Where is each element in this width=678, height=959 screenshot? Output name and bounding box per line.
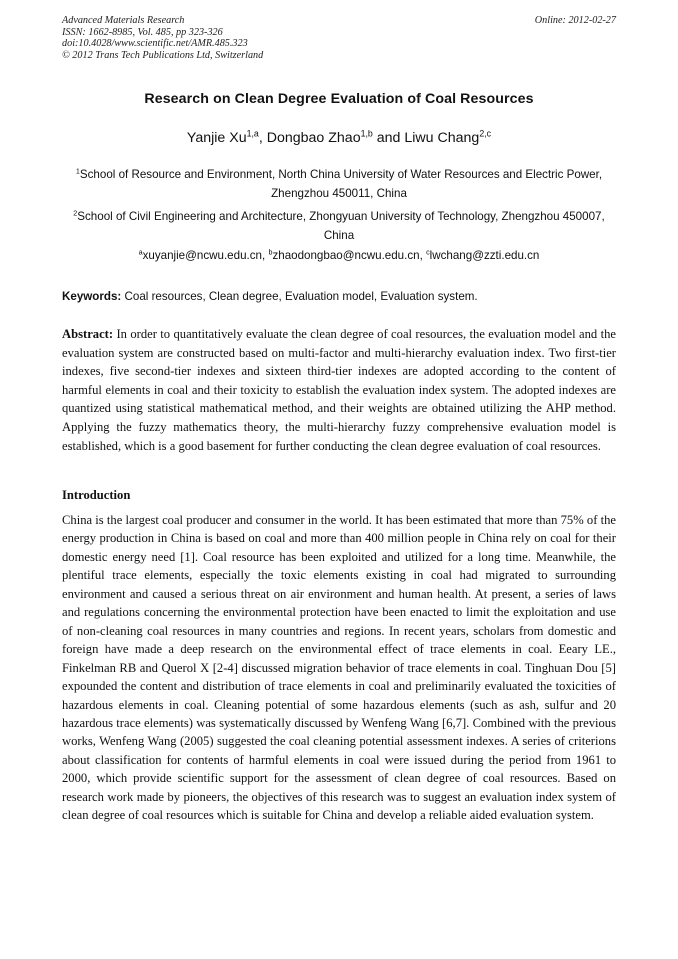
issn-line: ISSN: 1662-8985, Vol. 485, pp 323-326 (62, 26, 223, 38)
keywords-label: Keywords: (62, 290, 122, 303)
abstract-text: In order to quantitatively evaluate the clean degree of coal resources, the evaluation model and the evaluation system are constructed based on multi-factor and multi-hierarchy evaluation index. Two first-tier indexes, five second-tier indexes and sixteen third-tier indexes are adopted according to the content of harmful elements in coal and their toxicity to establish the evaluation index system. The adopted indexes are quantized using statistical mathematical method, and their weights are obtained utilizing the AHP method. Applying the fuzzy mathematics theory, the multi-hierarchy fuzzy comprehensive evaluation model is established, which is a good basement for further conducting the clean degree evaluation of coal resources. (62, 327, 616, 453)
paper-title: Research on Clean Degree Evaluation of Coal Resources (144, 91, 534, 107)
affiliation-1 (70, 165, 608, 203)
keywords-text: Coal resources, Clean degree, Evaluation model, Evaluation system. (121, 290, 478, 303)
online-date: Online: 2012-02-27 (534, 15, 616, 26)
author-superscript: 2,c (479, 128, 492, 139)
author-superscript: 1,b (360, 128, 373, 139)
email-list (62, 249, 616, 262)
keywords-paragraph (62, 290, 616, 303)
journal-name: Advanced Materials Research (62, 15, 185, 26)
author-separator: , (258, 130, 267, 146)
section-heading: Introduction (62, 488, 131, 502)
doi-line: doi:10.4028/www.scientific.net/AMR.485.323 (62, 38, 248, 50)
affiliation-superscript: 1 (75, 166, 80, 176)
email-address[interactable]: xuyanjie@ncwu.edu.cn (142, 249, 262, 262)
abstract-label: Abstract: (62, 327, 114, 341)
email-superscript: a (138, 247, 143, 257)
email-separator: , (419, 249, 427, 262)
email-superscript: b (268, 247, 273, 257)
affiliation-superscript: 2 (73, 208, 78, 218)
journal-header (62, 15, 616, 61)
abstract-paragraph (62, 325, 616, 455)
author-separator: and (372, 130, 405, 146)
author-name: Dongbao Zhao (266, 130, 361, 146)
author-superscript: 1,a (246, 128, 259, 139)
author-name: Liwu Chang (404, 130, 480, 146)
email-address[interactable]: zhaodongbao@ncwu.edu.cn (272, 249, 420, 262)
email-separator: , (262, 249, 269, 262)
affiliation-text: School of Resource and Environment, North China University of Water Resources and Electric Power, Zhengzhou 450011, China (79, 168, 603, 200)
affiliation-text: School of Civil Engineering and Architecture, Zhongyuan University of Technology, Zhengzhou 450007, China (77, 210, 605, 242)
author-name: Yanjie Xu (186, 130, 247, 146)
affiliation-2 (70, 207, 608, 245)
email-superscript: c (426, 247, 430, 257)
email-address[interactable]: lwchang@zzti.edu.cn (429, 249, 540, 262)
copyright-line: © 2012 Trans Tech Publications Ltd, Switzerland (62, 49, 264, 61)
introduction-paragraph: China is the largest coal producer and consumer in the world. It has been estimated that more than 75% of the energy production in China is based on coal and more than 400 million people in China rely on coal for their domestic energy need [1]. Coal resource has been exploited and utilized for a long time. Meanwhile, the plentiful trace elements, especially the toxic elements existing in coal had migrated to surrounding environment and caused a serious threat on air environment and human health. At present, a series of laws and regulations concerning the environmental protection have been enacted to limit the exploitation and use of non-cleaning coal resources in many countries and regions. In recent years, scholars from domestic and foreign have made a deep research on the environmental effect of trace elements in coal. Eeary LE., Finkelman RB and Querol X [2-4] discussed migration behavior of trace elements in coal. Tinghuan Dou [5] expounded the content and distribution of trace elements in coal and preliminarily evaluated the toxicities of hazardous elements in coal. Cleaning potential of some hazardous elements (such as ash, sulfur and 20 hazardous trace elements) was systematically discussed by Wenfeng Wang [6,7]. Combined with the previous works, Wenfeng Wang (2005) suggested the coal cleaning potential assessment indexes. A series of criterions about classification for contents of harmful elements in coal were issued during the period from 1961 to 2000, which provide scientific support for the assessment of clean degree of coal resources. Based on research work made by pioneers, the objectives of this research was to suggest an evaluation index system of clean degree of coal resources which is suitable for China and develop a reliable aided evaluation system. (62, 513, 616, 823)
author-list (62, 130, 616, 146)
